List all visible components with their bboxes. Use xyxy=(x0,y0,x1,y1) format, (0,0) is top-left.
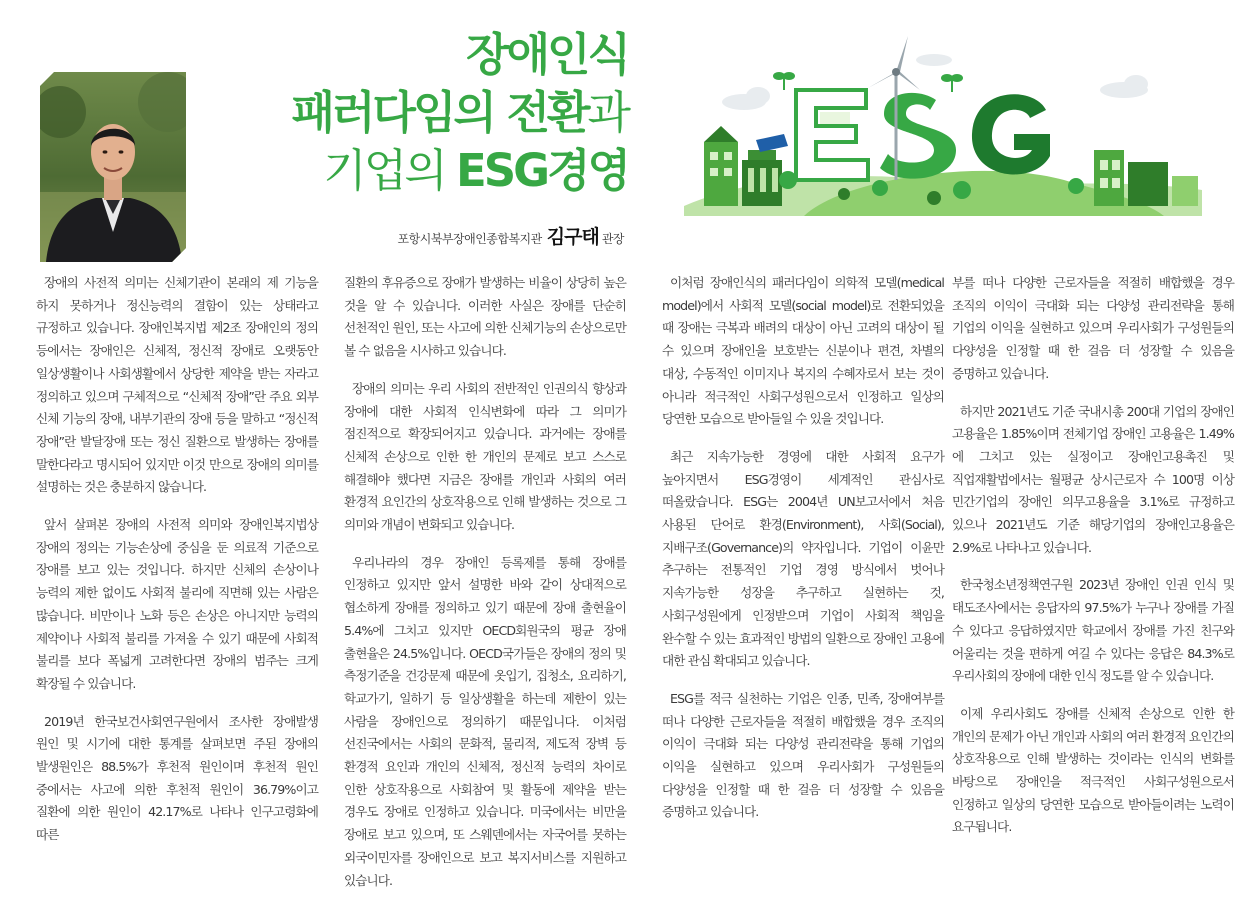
paragraph: ESG를 적극 실천하는 기업은 인종, 민족, 장애여부를 떠나 다양한 근로자들을 적절히 배합했을 경우 조직의 이익이 극대화 되는 다양성 관리전략을 통해 기업의 이익을 실현하고 있으며 우리사회가 구성원들의 다양성을 인정할 때 한 걸음 더 성장할 수 있음을 증명하고 있습니다. xyxy=(662,690,944,820)
paragraph: 앞서 살펴본 장애의 사전적 의미와 장애인복지법상 장애의 정의는 기능손상에 중심을 둔 의료적 기준으로 장애를 보고 있는 것입니다. 하지만 신체의 손상이나 능력의 제한 없이도 사회적 불리에 직면해 있는 사람은 많습니다. 비만이나 노화 등은 손상은 아니지만 능력의 제약이나 사회적 불리를 가져올 수 있기 때문에 사회적 불리를 보다 폭넓게 고려한다면 장애의 범주는 크게 확장될 수 있습니다. xyxy=(36,517,318,691)
paragraph: 장애의 의미는 우리 사회의 전반적인 인권의식 향상과 장애에 대한 사회적 인식변화에 따라 그 의미가 점진적으로 확장되어지고 있습니다. 과거에는 장애를 신체적 손상으로 인한 한 개인의 문제로 보고 스스로 해결해야 했다면 지금은 장애를 개인과 사회의 여러 환경적 요인간의 상호작용으로 인해 발생하는 것으로 그 의미와 개념이 변화되고 있습니다. xyxy=(344,380,626,533)
title-line-2 xyxy=(188,84,628,142)
paragraph: 2019년 한국보건사회연구원에서 조사한 장애발생 원인 및 시기에 대한 통계를 살펴보면 주된 장애의 발생원인은 88.5%가 후천적 원인이며 후천적 원인 중에서는 사고에 의한 후천적 원인이 36.79%이고 질환에 의한 원인이 42.17%로 나타나 인구고령화에 따른 xyxy=(36,713,318,843)
title-line-2-light: 과 xyxy=(587,86,628,139)
article-column-1 xyxy=(36,272,318,862)
author-photo xyxy=(40,72,186,262)
paragraph: 이제 우리사회도 장애를 신체적 손상으로 인한 한 개인의 문제가 아닌 개인과 사회의 여러 환경적 요인간의 상호작용으로 인해 발생하는 것이라는 인식의 변화를 바탕으로 장애인을 적극적인 사회구성원으로서 인정하고 일상의 당연한 모습으로 받아들이려는 노력이 요구됩니다. xyxy=(952,705,1234,835)
paragraph: 부를 떠나 다양한 근로자들을 적절히 배합했을 경우 조직의 이익이 극대화 되는 다양성 관리전략을 통해 기업의 이익을 실현하고 있으며 우리사회가 구성원들의 다양성을 인정할 때 한 걸음 더 성장할 수 있음을 증명하고 있습니다. xyxy=(952,275,1234,381)
paragraph: 질환의 후유증으로 장애가 발생하는 비율이 상당히 높은 것을 알 수 있습니다. 이러한 사실은 장애를 단순히 선천적인 원인, 또는 사고에 의한 신체기능의 손상으로만 볼 수 없음을 시사하고 있습니다. xyxy=(344,275,626,359)
paragraph: 우리나라의 경우 장애인 등록제를 통해 장애를 인정하고 있지만 앞서 설명한 바와 같이 상대적으로 협소하게 장애를 정의하고 있기 때문에 장애 출현율이 5.4%에 그치고 있지만 OECD회원국의 평균 장애 출현율은 24.5%입니다. OECD국가들은 장애의 정의 및 측정기준을 건강문제 때문에 옷입기, 집청소, 요리하기, 학교가기, 일하기 등 일상생활을 하는데 제한이 있는 사람을 장애인으로 정의하기 때문입니다. 이처럼 선진국에서는 사회의 문화적, 물리적, 제도적 장벽 등 환경적 요인과 개인의 신체적, 정신적 능력의 차이로 인한 상호작용으로 사회참여 및 활동에 제약을 받는 경우도 장애로 인정하고 있습니다. 미국에서는 비만을 장애로 보고 있으며, 또 스웨덴에서는 자국어를 못하는 외국이민자를 장애인으로 보고 복지서비스를 지원하고 있습니다. xyxy=(344,554,626,888)
byline-title: 관장 xyxy=(601,232,624,246)
byline xyxy=(398,222,624,249)
article-column-4 xyxy=(952,272,1234,854)
article-column-3 xyxy=(662,272,944,839)
paragraph: 하지만 2021년도 기준 국내시총 200대 기업의 장애인 고용율은 1.85%이며 전체기업 장애인 고용율은 1.49%에 그치고 있는 실정이고 장애인고용촉진 및 직업재활법에서는 월평균 상시근로자 수 100명 이상 민간기업의 장애인 의무고용율을 3.1%로 규정하고 있으나 2021년도 기준 해당기업의 장애인고용율은 2.9%로 나타나고 있습니다. xyxy=(952,403,1234,555)
byline-org: 포항시북부장애인종합복지관 xyxy=(397,232,542,246)
title-line-3-strong: ESG경영 xyxy=(455,144,628,197)
paragraph: 한국청소년정책연구원 2023년 장애인 인권 인식 및 태도조사에서는 응답자의 97.5%가 누구나 장애를 가질 수 있다고 응답하였지만 학교에서 장애를 가진 친구와 어울리는 것을 편하게 여길 수 있다는 응답은 84.3%로 우리사회의 장애에 대한 인식 정도를 알 수 있습니다. xyxy=(952,577,1234,684)
title-line-2-strong: 패러다임의 전환 xyxy=(291,86,588,139)
article-title xyxy=(188,26,628,200)
paragraph: 이처럼 장애인식의 패러다임이 의학적 모델(medical model)에서 사회적 모델(social model)로 전환되었을 때 장애는 극복과 배려의 대상이 아닌 고려의 대상이 될 수 있으며 장애인을 보호받는 신분이나 편견, 차별의 대상, 수동적인 이미지나 복지의 수혜자로서 보는 것이 아니라 적극적인 사회구성원으로서 인정하고 일상의 당연한 모습으로 받아들일 수 있을 것입니다. xyxy=(662,275,944,427)
paragraph: 최근 지속가능한 경영에 대한 사회적 요구가 높아지면서 ESG경영이 세계적인 관심사로 떠올랐습니다. ESG는 2004년 UN보고서에서 처음 사용된 단어로 환경(Environment), 사회(Social), 지배구조(Governance)의 약자입니다. 기업이 이윤만 추구하는 전통적인 기업 경영 방식에서 벗어나 지속가능한 성장을 추구하고 실현하는 것, 사회구성원에게 인정받으며 기업이 사회적 책임을 완수할 수 있는 효과적인 방법의 일환으로 장애인 고용에 대한 관심 확대되고 있습니다. xyxy=(662,448,944,669)
esg-illustration xyxy=(684,30,1202,216)
byline-name: 김구태 xyxy=(546,226,599,248)
title-line-1: 장애인식 xyxy=(466,28,628,81)
title-line-3 xyxy=(188,142,628,200)
article-column-2 xyxy=(344,272,626,907)
title-line-3-light: 기업의 xyxy=(323,144,456,197)
paragraph: 장애의 사전적 의미는 신체기관이 본래의 제 기능을 하지 못하거나 정신능력의 결함이 있는 상태라고 규정하고 있습니다. 장애인복지법 제2조 장애인의 정의 등에서는 장애인은 신체적, 정신적 장애로 오랫동안 일상생활이나 사회생활에서 상당한 제약을 받는 자라고 정의하고 있으며 구체적으로 “신체적 장애”란 주요 외부 신체 기능의 장애, 내부기관의 장애 등을 말하고 “정신적 장애”란 발달장애 또는 정신 질환으로 발생하는 장애를 말한다라고 명시되어 있지만 이것 만으로 장애의 의미를 설명하는 것은 충분하지 않습니다. xyxy=(36,275,318,495)
